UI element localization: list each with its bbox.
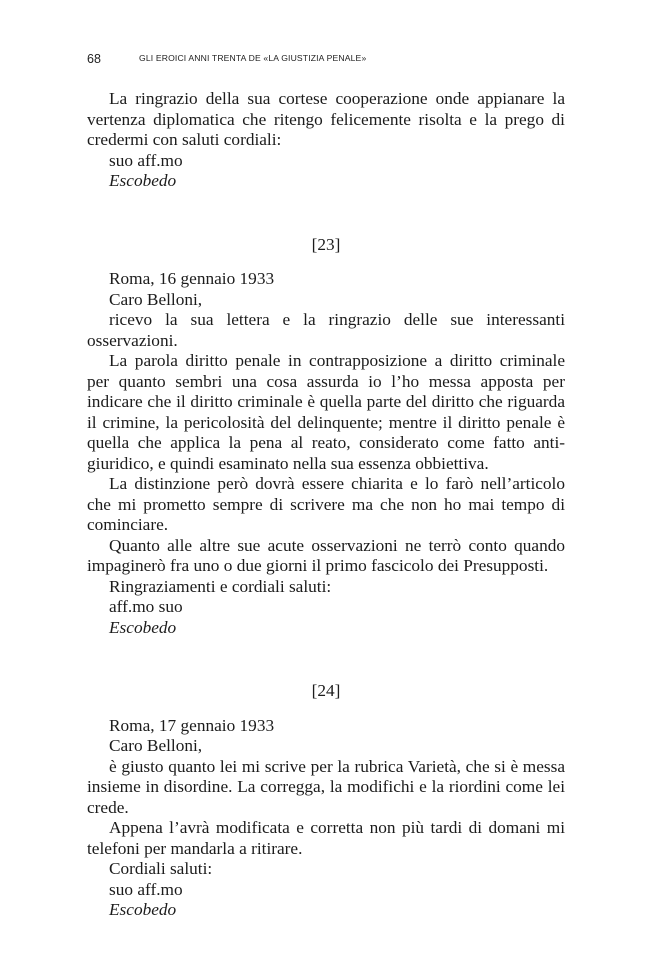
- letter23-closing: aff.mo suo: [109, 597, 183, 616]
- letter24-salutation: Caro Belloni,: [109, 736, 203, 755]
- letter24-paragraph-2: Appena l’avrà modificata e corretta non più tardi di domani mi telefoni per mandarla a ritirare.: [87, 818, 565, 858]
- page-header: [87, 52, 610, 70]
- letter24-date: Roma, 17 gennaio 1933: [109, 715, 275, 735]
- letter23-number: [23]: [311, 234, 341, 254]
- letter24-paragraph-1: è giusto quanto lei mi scrive per la rubrica Varietà, che si è messa insieme in disordine. La corregga, la modifichi e la riordini come lei crede.: [87, 756, 565, 817]
- letter23-paragraph-3: La distinzione però dovrà essere chiarita e lo farò nell’articolo che mi prometto sempre di scrivere ma che non ho mai tempo di cominciare.: [87, 474, 565, 534]
- letter22-signature: Escobedo: [109, 171, 177, 190]
- letter22-closing: suo aff.mo: [109, 150, 183, 170]
- letter23-date: Roma, 16 gennaio 1933: [109, 269, 275, 288]
- letter23-salutation: Caro Belloni,: [109, 289, 203, 309]
- letter23-paragraph-2: La parola diritto penale in contrapposizione a diritto criminale per quanto sembri una cosa assurda io l’ho messa apposta per indicare che il diritto criminale è quella parte del diritto che riguarda il crimine, la pericolosità del delinquente; mentre il diritto penale è quella che applica la pena al reato, considerato come fatto anti-giuridico, e quindi esaminato nella sua essenza obbiettiva.: [87, 351, 565, 473]
- letter24-signature: Escobedo: [109, 900, 177, 919]
- letter23-paragraph-1: ricevo la sua lettera e la ringrazio delle sue interessanti osservazioni.: [87, 310, 565, 350]
- running-title: GLI EROICI ANNI TRENTA DE «LA GIUSTIZIA PENALE»: [139, 53, 367, 63]
- letter23-greeting: Ringraziamenti e cordiali saluti:: [109, 576, 332, 596]
- letter24-closing: suo aff.mo: [109, 879, 183, 899]
- letter22-paragraph: La ringrazio della sua cortese cooperazione onde appianare la vertenza diplomatica che ritengo felicemente risolta e la prego di credermi con saluti cordiali:: [87, 89, 565, 149]
- letter23-signature: Escobedo: [109, 617, 177, 637]
- page-body: [87, 89, 565, 921]
- letter24-greeting: Cordiali saluti:: [109, 859, 213, 878]
- page-number: 68: [87, 52, 101, 66]
- letter24-number: [24]: [311, 681, 341, 700]
- letter23-paragraph-4: Quanto alle altre sue acute osservazioni ne terrò conto quando impaginerò fra uno o due giorni il primo fascicolo dei Presupposti.: [87, 535, 565, 575]
